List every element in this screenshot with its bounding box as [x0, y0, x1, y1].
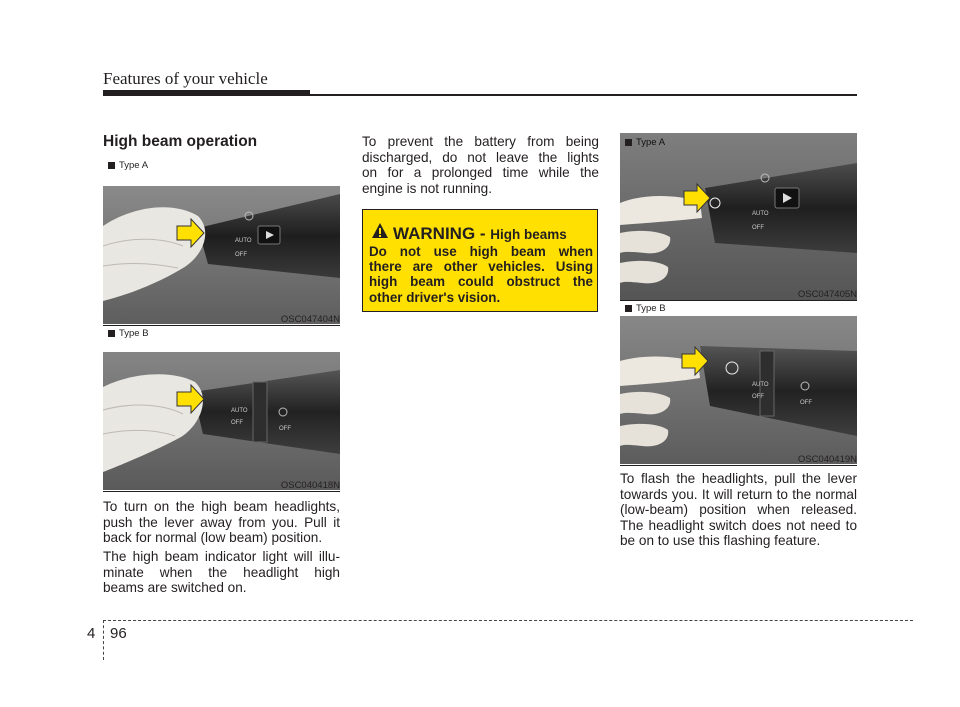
lever-photo-type-a-push — [103, 186, 340, 324]
bullet-square-icon — [625, 139, 632, 146]
header-rule — [103, 94, 857, 96]
section-heading: High beam operation — [103, 133, 258, 150]
bullet-square-icon — [108, 162, 115, 169]
svg-text:OFF: OFF — [752, 225, 764, 231]
lever-photo-type-a-flash — [620, 133, 857, 300]
figure-b-rule — [103, 491, 340, 492]
chapter-number: 4 — [87, 625, 96, 642]
svg-text:AUTO: AUTO — [231, 408, 248, 414]
footer-rule — [103, 620, 913, 621]
figure-a-type-label: Type A — [108, 160, 148, 171]
figure-c-code: OSC047405N — [797, 289, 857, 300]
svg-text:AUTO: AUTO — [752, 382, 769, 388]
figure-b-code: OSC040418N — [280, 480, 340, 491]
figure-d-code: OSC040419N — [797, 454, 857, 465]
svg-text:OFF: OFF — [752, 394, 764, 400]
warning-triangle-icon — [371, 222, 389, 239]
warning-body: Do not use high beam when there are other vehicles. Using high beam could obstruct the other driver's vision. — [369, 244, 593, 305]
figure-c-rule — [620, 300, 857, 301]
figure-b-type-label: Type B — [108, 328, 149, 339]
svg-text:AUTO: AUTO — [235, 238, 252, 244]
svg-text:AUTO: AUTO — [752, 211, 769, 217]
lever-photo-type-b-push — [103, 352, 340, 490]
svg-text:OFF: OFF — [800, 400, 812, 406]
footer-vertical-rule — [103, 620, 104, 660]
lever-photo-type-b-flash — [620, 316, 857, 464]
paragraph-flash-headlights: To flash the headlights, pull the lever towards you. It will return to the normal (low-beam) position when released. The headlight switch does not need to be on to use this flashing feature. — [620, 471, 857, 549]
warning-box — [362, 209, 598, 312]
bullet-square-icon — [108, 330, 115, 337]
figure-a-code: OSC047404N — [280, 314, 340, 325]
figure-d-type-label: Type B — [625, 303, 666, 314]
figure-a-rule — [103, 325, 340, 326]
svg-text:OFF: OFF — [279, 426, 291, 432]
warning-title: WARNING - High beams — [393, 224, 567, 243]
figure-c-type-label: Type A — [625, 137, 665, 148]
svg-text:OFF: OFF — [235, 252, 247, 258]
bullet-square-icon — [625, 305, 632, 312]
paragraph-high-beam-push: To turn on the high beam headlights, push the lever away from you. Pull it back for normal (low beam) position. — [103, 499, 340, 546]
page-number: 96 — [110, 625, 127, 642]
figure-d-rule — [620, 465, 857, 466]
running-header: Features of your vehicle — [103, 69, 268, 88]
paragraph-indicator-light: The high beam indicator light will illu- minate when the headlight high beams are switched on. — [103, 549, 340, 596]
paragraph-battery: To prevent the battery from being discharged, do not leave the lights on for a prolonged time while the engine is not running. — [362, 134, 599, 196]
svg-text:OFF: OFF — [231, 420, 243, 426]
